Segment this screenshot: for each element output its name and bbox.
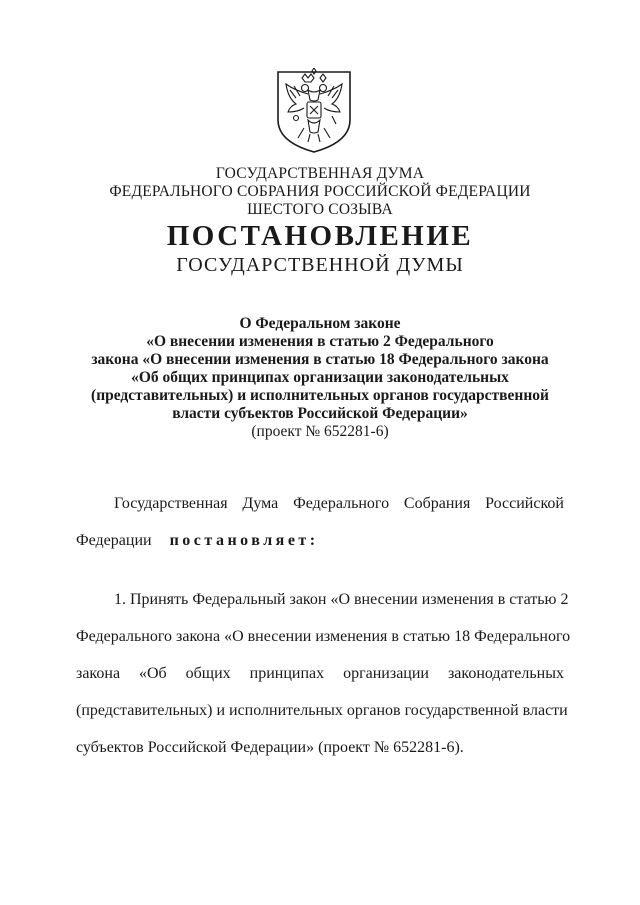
decree-word: постановляет:: [169, 532, 319, 549]
clause1-word: организации: [343, 665, 429, 682]
clause1-word: общих: [185, 665, 231, 682]
preamble-line-1: [114, 495, 564, 513]
clause1-word: законодательных: [447, 665, 564, 682]
clause1-word: «Об: [139, 665, 167, 682]
coat-of-arms-emblem: [272, 68, 356, 154]
org-line-3: ШЕСТОГО СОЗЫВА: [247, 201, 393, 218]
subject-line-1: О Федеральном законе: [239, 315, 401, 332]
subject-line-6: власти субъектов Российской Федерации»: [172, 405, 468, 422]
clause1-word: закона: [76, 665, 121, 682]
clause1-line-4: (представительных) и исполнительных органов государственной власти: [76, 702, 568, 719]
subject-line-2: «О внесении изменения в статью 2 Федерального: [146, 333, 494, 350]
preamble-line-2-start: Федерации: [76, 532, 152, 549]
subject-line-3: закона «О внесении изменения в статью 18 Федерального закона: [91, 351, 549, 368]
org-line-2: ФЕДЕРАЛЬНОГО СОБРАНИЯ РОССИЙСКОЙ ФЕДЕРАЦИИ: [109, 183, 531, 200]
preamble-word: Российской: [485, 495, 564, 512]
subject-line-4: «Об общих принципах организации законодательных: [131, 369, 509, 386]
document-subtitle: ГОСУДАРСТВЕННОЙ ДУМЫ: [176, 254, 464, 276]
preamble-word: Государственная: [114, 495, 228, 512]
clause1-word: принципах: [249, 665, 325, 682]
clause1-line-1: 1. Принять Федеральный закон «О внесении изменения в статью 2: [114, 591, 569, 608]
preamble-line-2: [76, 532, 319, 550]
project-number: (проект № 652281-6): [251, 423, 389, 440]
preamble-word: Дума: [242, 495, 279, 512]
clause1-line-2: Федерального закона «О внесении изменения в статью 18 Федерального: [76, 628, 571, 645]
clause1-line-3: [76, 665, 564, 683]
org-line-1: ГОСУДАРСТВЕННАЯ ДУМА: [215, 165, 425, 182]
document-title: ПОСТАНОВЛЕНИЕ: [166, 220, 474, 252]
clause1-line-5: субъектов Российской Федерации» (проект № 652281-6).: [76, 739, 464, 756]
subject-line-5: (представительных) и исполнительных органов государственной: [91, 387, 549, 404]
preamble-word: Федерального: [293, 495, 390, 512]
preamble-word: Собрания: [403, 495, 471, 512]
